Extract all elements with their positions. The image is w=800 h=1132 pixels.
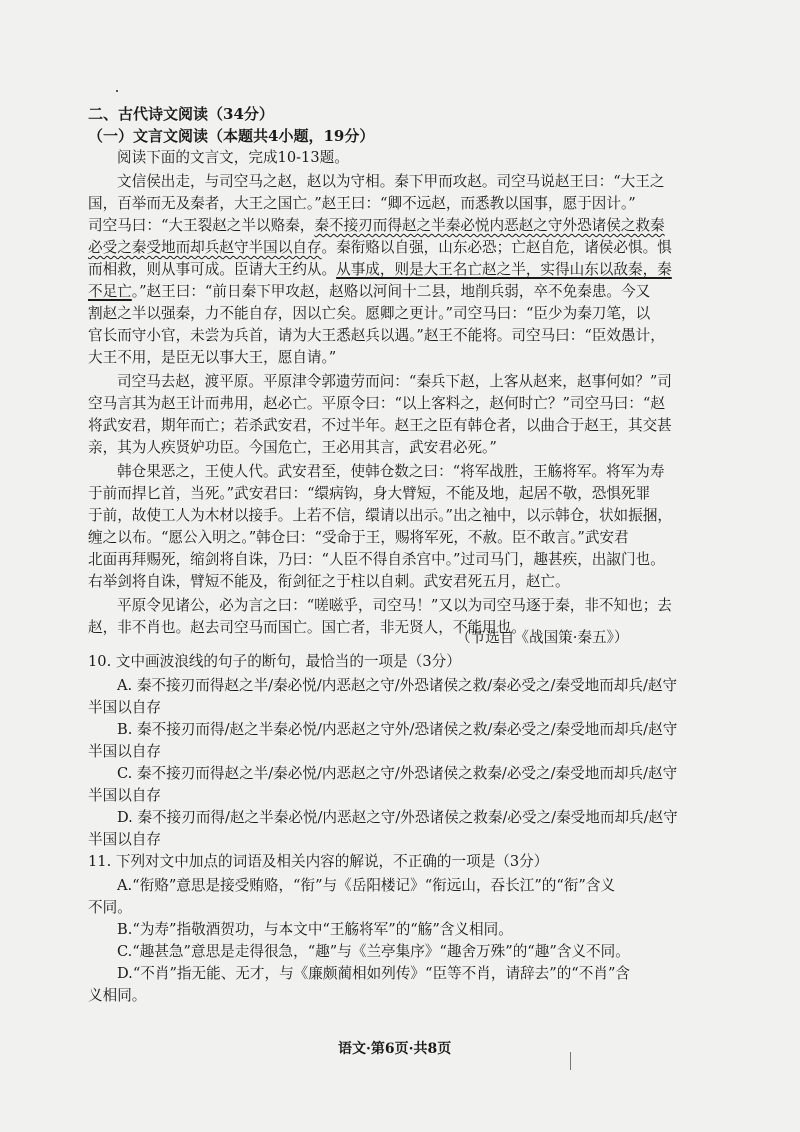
passage-text: 司空马曰：“大王裂赵之半以赂秦， xyxy=(88,217,315,234)
passage-text: 。秦衔赂以自强，山东必恐；亡赵自危，诸侯必惧。惧 xyxy=(321,239,672,256)
passage-line: 空马言其为赵王计而弗用，赵必亡。平原令曰：“以上客料之，赵何时亡？”司空马曰：“赵 xyxy=(88,395,665,412)
option-b-cont: 半国以自存 xyxy=(88,743,161,760)
passage-text: 而相救，则从事可成。臣请大王约从。 xyxy=(88,261,337,278)
wavy-underlined-sentence: 必受之秦受地而却兵赵守半国以自存 xyxy=(88,239,322,256)
passage-line: 亲，其为人疾贤妒功臣。今国危亡，王必用其言，武安君必死。” xyxy=(88,439,497,456)
passage-line: 韩仓果恶之，王使人代。武安君至，使韩仓数之曰：“将军战胜，王觞将军。将军为寿 xyxy=(117,463,665,480)
option-d-cont: 义相同。 xyxy=(88,987,147,1004)
source-citation: （节选自《战国策·秦五》） xyxy=(456,629,629,646)
question-11-stem: 11. 下列对文中加点的词语及相关内容的解说，不正确的一项是（3分） xyxy=(88,853,549,870)
passage-line xyxy=(88,260,672,280)
option-b: B.“为寿”指敬酒贺功，与本文中“王觞将军”的“觞”含义相同。 xyxy=(117,921,513,938)
subsection-title: （一）文言文阅读（本题共4小题，19分） xyxy=(88,127,375,145)
section-title: 二、古代诗文阅读（34分） xyxy=(88,105,274,123)
option-a-cont: 不同。 xyxy=(88,899,132,916)
option-a-cont: 半国以自存 xyxy=(88,699,161,716)
passage-line: 国，百举而无及秦者，大王之国亡。”赵王曰：“卿不远赵，而悉教以国事，愿于因计。” xyxy=(88,195,636,212)
underlined-sentence: 从事成，则是大王名亡赵之半，实得山东以敌秦，秦 xyxy=(336,261,672,278)
passage-line: 于前，故使工人为木材以接手。上若不信，缳请以出示。”出之袖中，以示韩仓，状如振捆， xyxy=(88,507,672,524)
passage-line: 北面再拜赐死，缩剑将自诛，乃曰：“人臣不得自杀宫中。”过司马门，趣甚疾，出諔门也。 xyxy=(88,551,665,568)
option-a: A.“衔赂”意思是接受贿赂，“衔”与《岳阳楼记》“衔远山，吞长江”的“衔”含义 xyxy=(117,877,616,894)
passage-line xyxy=(88,238,672,258)
passage-text: 。”赵王曰：“前日秦下甲攻赵，赵赂以河间十二县，地削兵弱，卒不免秦患。今又 xyxy=(131,283,651,300)
option-d-cont: 半国以自存 xyxy=(88,831,161,848)
option-d: D. 秦不接刃而得/赵之半秦必悦/内恶赵之守/外恐诸侯之救秦/必受之/秦受地而却兵/赵守 xyxy=(117,809,678,826)
scan-speck xyxy=(116,90,118,92)
passage-line: 割赵之半以强秦，力不能自存，因以亡矣。愿卿之更计。”司空马曰：“臣少为秦刀笔，以 xyxy=(88,305,651,322)
scan-stray-stroke xyxy=(570,1052,571,1070)
passage-line xyxy=(88,282,650,302)
passage-line: 赵，非不肖也。赵去司空马而国亡。国亡者，非无贤人，不能用也。 xyxy=(88,619,526,636)
passage-line: 大王不用，是臣无以事大王，愿自请。” xyxy=(88,349,337,366)
underlined-sentence: 不足亡 xyxy=(88,283,132,300)
option-b: B. 秦不接刃而得/赵之半秦必悦/内恶赵之守外/恐诸侯之救/秦必受之/秦受地而却兵/赵守 xyxy=(117,721,678,738)
option-c-cont: 半国以自存 xyxy=(88,787,161,804)
passage-line: 缠之以布。“愿公入明之。”韩仓曰：“受命于王，赐将军死，不赦。臣不敢言。”武安君 xyxy=(88,529,629,546)
wavy-underlined-sentence: 秦不接刃而得赵之半秦必悦内恶赵之守外恐诸侯之救秦 xyxy=(314,217,665,234)
option-a: A. 秦不接刃而得赵之半/秦必悦/内恶赵之守/外恐诸侯之救/秦必受之/秦受地而却兵/赵守 xyxy=(117,677,678,694)
passage-line: 平原令见诸公，必为言之曰：“嗟嗞乎，司空马！”又以为司空马逐于秦，非不知也；去 xyxy=(117,597,672,614)
page-footer: 语文·第6页·共8页 xyxy=(338,1041,452,1057)
question-10-stem: 10. 文中画波浪线的句子的断句，最恰当的一项是（3分） xyxy=(88,653,461,670)
instruction: 阅读下面的文言文，完成10-13题。 xyxy=(117,149,349,166)
passage-line: 司空马去赵，渡平原。平原津令郭遗劳而问：“秦兵下赵，上客从赵来，赵事何如？”司 xyxy=(117,373,672,390)
passage-line: 文信侯出走，与司空马之赵，赵以为守相。秦下甲而攻赵。司空马说赵王曰：“大王之 xyxy=(117,173,665,190)
option-c: C. 秦不接刃而得赵之半/秦必悦/内恶赵之守/外恐诸侯之救秦/必受之/秦受地而却兵/赵守 xyxy=(117,765,678,782)
option-c: C.“趣甚急”意思是走得很急，“趣”与《兰亭集序》“趣舍万殊”的“趣”含义不同。 xyxy=(117,943,630,960)
passage-line: 于前而捍匕首，当死。”武安君曰：“缳病钩，身大臂短，不能及地，起居不敬，恐惧死罪 xyxy=(88,485,651,502)
passage-line xyxy=(88,216,665,236)
passage-line: 右举剑将自诛，臂短不能及，衔剑征之于柱以自刺。武安君死五月，赵亡。 xyxy=(88,573,570,590)
passage-line: 官长而守小官，未尝为兵首，请为大王悉赵兵以遇。”赵王不能将。司空马曰：“臣效愚计， xyxy=(88,327,665,344)
option-d: D.“不肖”指无能、无才，与《廉颇蔺相如列传》“臣等不肖，请辞去”的“不肖”含 xyxy=(117,965,630,982)
passage-line: 将武安君，期年而亡；若杀武安君，不过半年。赵王之臣有韩仓者，以曲合于赵王，其交甚 xyxy=(88,417,672,434)
